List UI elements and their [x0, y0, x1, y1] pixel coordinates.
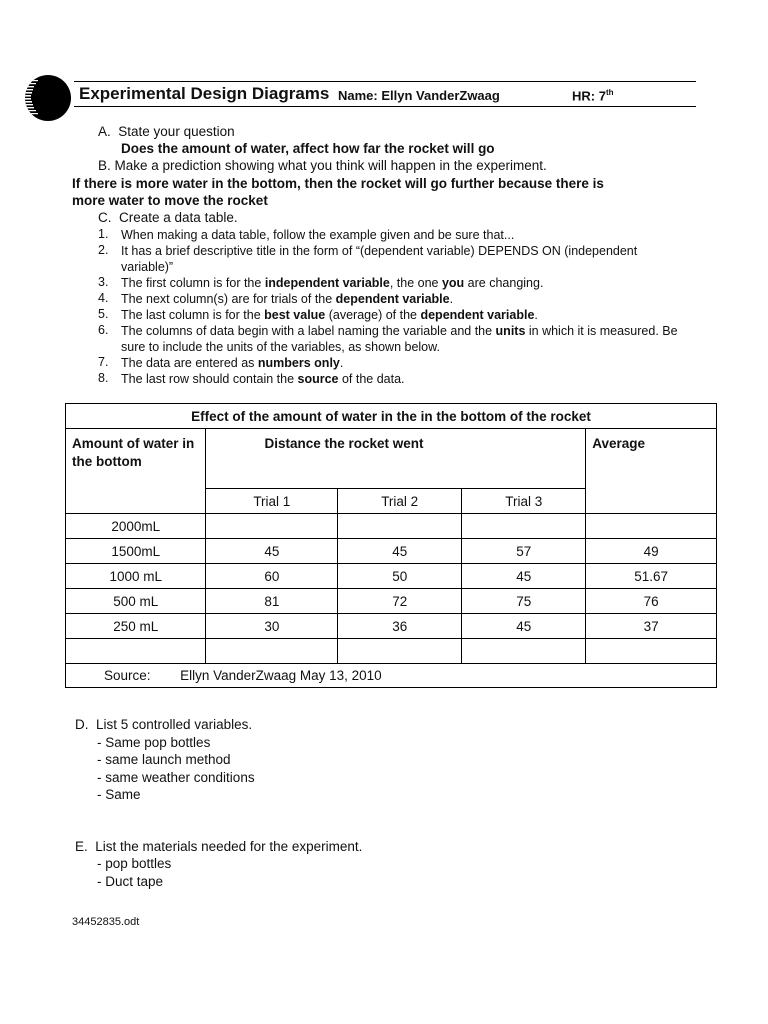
- trial-2-cell: 45: [338, 539, 462, 564]
- section-e-prompt: E. List the materials needed for the experiment.: [75, 839, 363, 854]
- table-row: [66, 639, 717, 664]
- instruction-number: 8.: [98, 371, 109, 385]
- table-row: [66, 614, 717, 639]
- average-column-header: Average: [586, 429, 717, 514]
- instruction-text: The data are entered as numbers only.: [121, 356, 344, 370]
- section-a-prompt: A. State your question: [98, 124, 235, 139]
- average-cell: [586, 514, 717, 539]
- trial-3-cell: 45: [462, 564, 586, 589]
- section-a-answer: Does the amount of water, affect how far the rocket will go: [121, 141, 495, 156]
- average-cell: 49: [586, 539, 717, 564]
- trial-2-cell: [338, 639, 462, 664]
- trial-2-cell: 72: [338, 589, 462, 614]
- trial-1-cell: 60: [206, 564, 338, 589]
- amount-cell: 1000 mL: [66, 564, 206, 589]
- instruction-text: The next column(s) are for trials of the dependent variable.: [121, 292, 454, 306]
- homeroom-label: HR: 7th: [572, 88, 614, 104]
- average-cell: 76: [586, 589, 717, 614]
- trial-1-cell: 45: [206, 539, 338, 564]
- striped-globe-logo: [24, 74, 72, 122]
- controlled-variable-item: - Same: [97, 787, 141, 802]
- section-b-prompt: B. Make a prediction showing what you think will happen in the experiment.: [98, 158, 547, 173]
- student-name: Name: Ellyn VanderZwaag: [338, 88, 500, 103]
- instruction-number: 5.: [98, 307, 109, 321]
- trial-2-header: Trial 2: [338, 489, 462, 514]
- trial-1-header: Trial 1: [206, 489, 338, 514]
- amount-cell: [66, 639, 206, 664]
- instruction-number: 2.: [98, 243, 109, 257]
- amount-cell: 1500mL: [66, 539, 206, 564]
- trial-2-cell: 36: [338, 614, 462, 639]
- source-label: Source:: [104, 668, 151, 683]
- instruction-text: It has a brief descriptive title in the form of “(dependent variable) DEPENDS ON (independent variable)”: [121, 244, 638, 274]
- average-cell: [586, 639, 717, 664]
- trial-2-cell: 50: [338, 564, 462, 589]
- average-cell: 51.67: [586, 564, 717, 589]
- section-d-prompt: D. List 5 controlled variables.: [75, 717, 253, 732]
- trial-3-cell: 57: [462, 539, 586, 564]
- controlled-variable-item: - Same pop bottles: [97, 735, 211, 750]
- footer-filename: 34452835.odt: [72, 916, 140, 928]
- trial-1-cell: 30: [206, 614, 338, 639]
- instruction-number: 4.: [98, 291, 109, 305]
- source-value: Ellyn VanderZwaag May 13, 2010: [180, 668, 382, 683]
- table-row: [66, 564, 717, 589]
- section-c-prompt: C. Create a data table.: [98, 210, 238, 225]
- header-bottom-rule: [74, 106, 696, 107]
- data-table: [65, 403, 717, 688]
- instruction-text: The last row should contain the source of the data.: [121, 372, 405, 386]
- amount-cell: 250 mL: [66, 614, 206, 639]
- section-b-answer-line1: If there is more water in the bottom, then the rocket will go further because there is: [72, 176, 604, 191]
- section-b-answer-line2: more water to move the rocket: [72, 193, 268, 208]
- material-item: - pop bottles: [97, 856, 172, 871]
- table-row: [66, 514, 717, 539]
- trial-3-cell: [462, 639, 586, 664]
- material-item: - Duct tape: [97, 874, 164, 889]
- trial-1-cell: [206, 639, 338, 664]
- trial-1-cell: 81: [206, 589, 338, 614]
- instruction-number: 7.: [98, 355, 109, 369]
- trial-2-cell: [338, 514, 462, 539]
- amount-cell: 2000mL: [66, 514, 206, 539]
- instruction-text: The columns of data begin with a label naming the variable and the units in which it is measured. Be sure to include the units of the variables, as shown below.: [121, 324, 678, 354]
- instruction-text: The last column is for the best value (average) of the dependent variable.: [121, 308, 538, 322]
- controlled-variable-item: - same launch method: [97, 752, 231, 767]
- header-top-rule: [74, 81, 696, 82]
- trial-3-cell: [462, 514, 586, 539]
- distance-column-header: Distance the rocket went: [206, 429, 586, 489]
- table-row: [66, 539, 717, 564]
- trial-3-header: Trial 3: [462, 489, 586, 514]
- instruction-number: 3.: [98, 275, 109, 289]
- table-title: Effect of the amount of water in the in the bottom of the rocket: [66, 404, 717, 429]
- trial-3-cell: 75: [462, 589, 586, 614]
- instruction-number: 1.: [98, 227, 109, 241]
- controlled-variable-item: - same weather conditions: [97, 770, 255, 785]
- average-cell: 37: [586, 614, 717, 639]
- amount-column-header: Amount of water in the bottom: [66, 429, 206, 514]
- instruction-number: 6.: [98, 323, 109, 337]
- trial-1-cell: [206, 514, 338, 539]
- table-row: [66, 589, 717, 614]
- instruction-text: The first column is for the independent variable, the one you are changing.: [121, 276, 544, 290]
- page-title: Experimental Design Diagrams: [79, 84, 330, 103]
- instruction-text: When making a data table, follow the example given and be sure that...: [121, 228, 515, 242]
- trial-3-cell: 45: [462, 614, 586, 639]
- amount-cell: 500 mL: [66, 589, 206, 614]
- source-row: [66, 664, 717, 688]
